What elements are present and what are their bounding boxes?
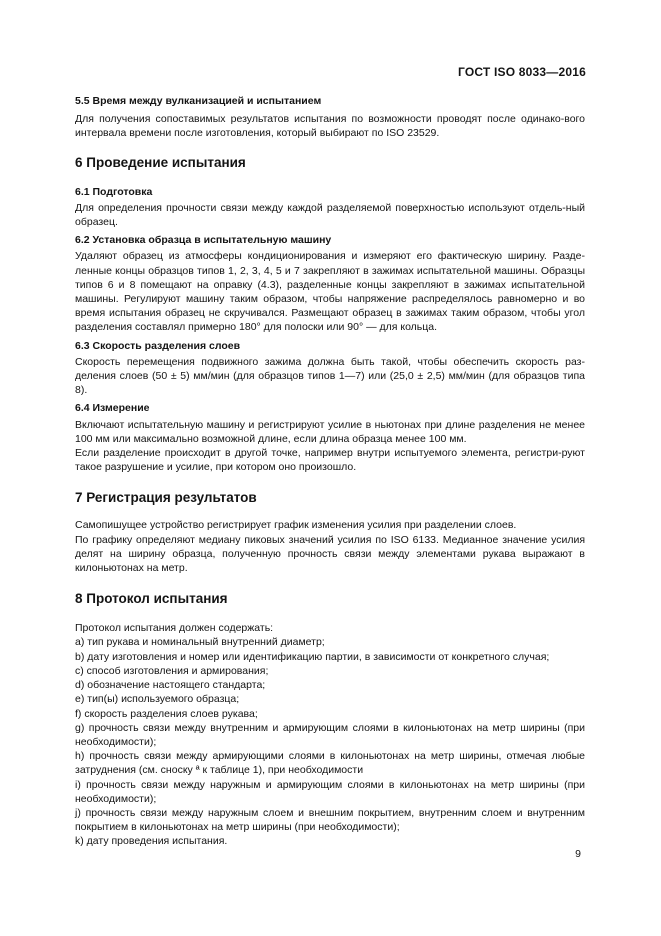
list-item: j) прочность связи между наружным слоем и внешним покрытием, внутренним слоем и внутренним покрытием в килоньютонах на метр ширины (при необходимости); [75,806,585,834]
section-6-4-paragraph-2: Если разделение происходит в другой точке, например внутри испытуемого элемента, регистри-руют такое разрушение и усилие, при котором оно произошло. [75,447,585,474]
section-7-heading: 7 Регистрация результатов [75,490,257,506]
list-item: b) дату изготовления и номер или идентификацию партии, в зависимости от конкретного случая; [75,650,550,663]
section-7-paragraph-2: По графику определяют медиану пиковых значений усилия по ISO 6133. Медианное значение усилия делят на ширину образца, полученную прочность связи между элементами рукава выражают в килоньютонах на метр. [75,533,585,575]
section-5-5-heading: 5.5 Время между вулканизацией и испытанием [75,95,322,107]
section-8-intro: Протокол испытания должен содержать: [75,622,274,635]
list-item: f) скорость разделения слоев рукава; [75,707,258,720]
list-item: a) тип рукава и номинальный внутренний диаметр; [75,636,325,649]
list-item: i) прочность связи между наружным и армирующим слоями в килоньютонах на метр ширины (при необходимости); [75,778,585,805]
section-8-heading: 8 Протокол испытания [75,591,228,607]
section-7-paragraph-1: Самопишущее устройство регистрирует график изменения усилия при разделении слоев. [75,519,517,532]
main-content [75,92,585,849]
section-6-2-paragraph: Удаляют образец из атмосферы кондиционирования и измеряют его фактическую ширину. Разде-ленные концы образцов типов 1, 2, 3, 4, 5 и 7 закрепляют в зажимах испытательной машины. Образцы типов 6 и 8 помещают на оправку (4.3), разделенные концы закрепляют в зажимах испытательной машины. Регулируют машину таким образом, чтобы напряжение распределялось равномерно и во время испытания образец не скручивался. Размещают образец в зажимах таким образом, чтобы угол разделения составлял примерно 180° для полоски или 90° — для кольца. [75,250,585,334]
section-6-heading: 6 Проведение испытания [75,154,246,170]
list-item: e) тип(ы) используемого образца; [75,693,240,706]
section-6-2-heading: 6.2 Установка образца в испытательную машину [75,234,332,247]
section-5-5-paragraph: Для получения сопоставимых результатов испытания по возможности проводят после одинако-вого интервала времени после изготовления, который выбирают по ISO 23529. [75,113,585,140]
section-6-4-heading: 6.4 Измерение [75,402,150,415]
list-item: c) способ изготовления и армирования; [75,664,269,677]
report-items-list [75,635,585,848]
list-item: g) прочность связи между внутренним и армирующим слоями в килоньютонах на метр ширины (при необходимости); [75,721,585,748]
list-item: d) обозначение настоящего стандарта; [75,679,266,692]
section-6-3-heading: 6.3 Скорость разделения слоев [75,339,241,352]
standard-code: ГОСТ ISO 8033—2016 [457,65,586,79]
section-6-1-heading: 6.1 Подготовка [75,185,153,198]
list-item: h) прочность связи между армирующими слоями в килоньютонах на метр ширины, отмечая любые затруднения (см. сноску ª к таблице 1), при необходимости [75,750,585,777]
section-6-1-paragraph: Для определения прочности связи между каждой разделяемой поверхностью используют отдель-ный образец. [75,201,585,229]
section-6-3-paragraph: Скорость перемещения подвижного зажима должна быть такой, чтобы обеспечить скорость раз-деления слоев (50 ± 5) мм/мин (для образцов типов 1—7) или (25,0 ± 2,5) мм/мин (для образцов типа 8). [75,355,585,397]
section-6-4-paragraph-1: Включают испытательную машину и регистрируют усилие в ньютонах при длине разделения не менее 100 мм или максимально возможной длине, если длина образца менее 100 мм. [75,418,585,445]
page-number: 9 [575,848,581,860]
list-item: k) дату проведения испытания. [75,835,228,848]
